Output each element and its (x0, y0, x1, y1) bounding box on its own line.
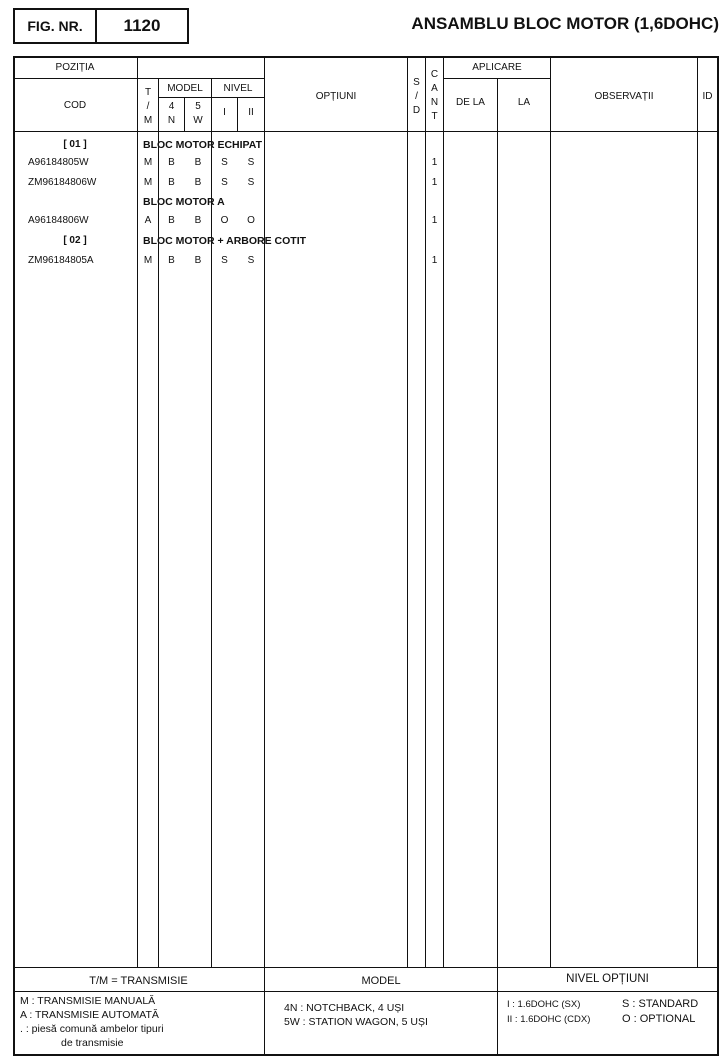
part-description: BLOC MOTOR ECHIPAT (143, 139, 262, 151)
header-divider (13, 131, 719, 132)
cell-i: O (220, 215, 229, 226)
cell-n4: B (168, 157, 175, 168)
part-description: BLOC MOTOR A (143, 196, 225, 208)
tm-header-t: T (144, 87, 152, 98)
cell-ii: S (247, 255, 255, 266)
legend-tm-title: T/M = TRANSMISIE (89, 975, 188, 987)
aplicare-header: APLICARE (472, 62, 522, 73)
legend-nivel-o: O : OPTIONAL (622, 1013, 696, 1025)
nivel-header: NIVEL (223, 83, 253, 94)
legend-model-title: MODEL (361, 975, 401, 987)
table-border-right (717, 56, 719, 1056)
cant-header-n: N (430, 97, 439, 108)
cell-ii: S (247, 177, 255, 188)
legend-tm-dot2: de transmisie (61, 1037, 124, 1049)
nivel-i-header: I (223, 107, 226, 118)
table-border-left (13, 56, 15, 1056)
cell-w5: B (194, 157, 202, 168)
col-line-sd (425, 56, 426, 967)
cell-cant: 1 (431, 215, 438, 226)
cant-header-t: T (431, 111, 438, 122)
part-code: [ 01 ] (63, 139, 87, 150)
cell-cant: 1 (431, 177, 438, 188)
col-line-nivel (264, 56, 265, 1056)
cell-w5: B (194, 255, 202, 266)
cant-header-a: A (431, 83, 438, 94)
table-border-top (13, 56, 719, 58)
part-code: ZM96184805A (28, 255, 94, 266)
cell-w5: B (194, 177, 202, 188)
model-w-header: W (193, 115, 203, 126)
legend-model-5w: 5W : STATION WAGON, 5 UȘI (284, 1016, 428, 1028)
legend-title-divider (13, 991, 719, 992)
cell-tm: M (143, 255, 153, 266)
legend-nivel-ii: II : 1.6DOHC (CDX) (507, 1014, 591, 1025)
nivel-ii-header: II (248, 107, 254, 118)
figure-number: 1120 (123, 16, 161, 35)
cell-i: S (221, 157, 228, 168)
cell-i: S (221, 177, 228, 188)
id-header: ID (702, 91, 713, 102)
part-description: BLOC MOTOR + ARBORE COTIT (143, 235, 307, 247)
tm-header-slash: / (146, 101, 150, 112)
legend-nivel-i: I : 1.6DOHC (SX) (507, 999, 581, 1010)
model-n-header: N (167, 115, 176, 126)
col-line-tm (158, 79, 159, 967)
cell-tm: M (143, 177, 153, 188)
tm-header-m: M (143, 115, 153, 126)
sd-header-d: D (412, 105, 421, 116)
legend-tm-a: A : TRANSMISIE AUTOMATĂ (20, 1009, 159, 1021)
figure-number-box (13, 8, 189, 44)
model-header: MODEL (167, 83, 203, 94)
legend-nivel-title: NIVEL OPȚIUNI (566, 973, 649, 985)
col-line-model (211, 79, 212, 967)
la-header: LA (517, 97, 531, 108)
cell-w5: B (194, 215, 202, 226)
legend-divider (13, 967, 719, 968)
legend-tm-dot: . : piesă comună ambelor tipuri (20, 1023, 164, 1035)
page-title: ANSAMBLU BLOC MOTOR (1,6DOHC) (411, 14, 719, 33)
observatii-header: OBSERVAȚII (594, 91, 654, 102)
cell-ii: S (247, 157, 255, 168)
col-line-dela (497, 79, 498, 967)
col-line-cod (137, 56, 138, 967)
cell-n4: B (168, 215, 175, 226)
cell-cant: 1 (431, 157, 438, 168)
cell-n4: B (168, 177, 175, 188)
figure-label: FIG. NR. (27, 18, 83, 34)
dela-header: DE LA (456, 97, 485, 108)
optiuni-header: OPȚIUNI (315, 91, 357, 102)
cell-tm: M (143, 157, 153, 168)
sd-header-slash: / (415, 91, 418, 102)
col-line-cant (443, 56, 444, 967)
cod-header: COD (63, 100, 87, 111)
part-code: A96184806W (28, 215, 89, 226)
col-line-optiuni (407, 56, 408, 967)
col-line-la (550, 56, 551, 967)
part-code: A96184805W (28, 157, 89, 168)
cant-header-c: C (430, 69, 439, 80)
cell-i: S (221, 255, 228, 266)
model-5-header: 5 (195, 101, 201, 112)
table-border-bottom (13, 1054, 719, 1056)
pozitia-divider (13, 78, 264, 79)
cell-tm: A (144, 215, 152, 226)
legend-model-4n: 4N : NOTCHBACK, 4 UȘI (284, 1002, 405, 1014)
cell-cant: 1 (431, 255, 438, 266)
legend-nivel-s: S : STANDARD (622, 998, 699, 1010)
cell-ii: O (247, 215, 255, 226)
part-code: [ 02 ] (63, 235, 87, 246)
col-line-obs (697, 56, 698, 967)
cell-n4: B (168, 255, 175, 266)
part-code: ZM96184806W (28, 177, 97, 188)
model-4-header: 4 (168, 101, 175, 112)
pozitia-header: POZIȚIA (55, 62, 95, 73)
legend-tm-m: M : TRANSMISIE MANUALĂ (20, 995, 156, 1007)
sd-header-s: S (413, 77, 420, 88)
